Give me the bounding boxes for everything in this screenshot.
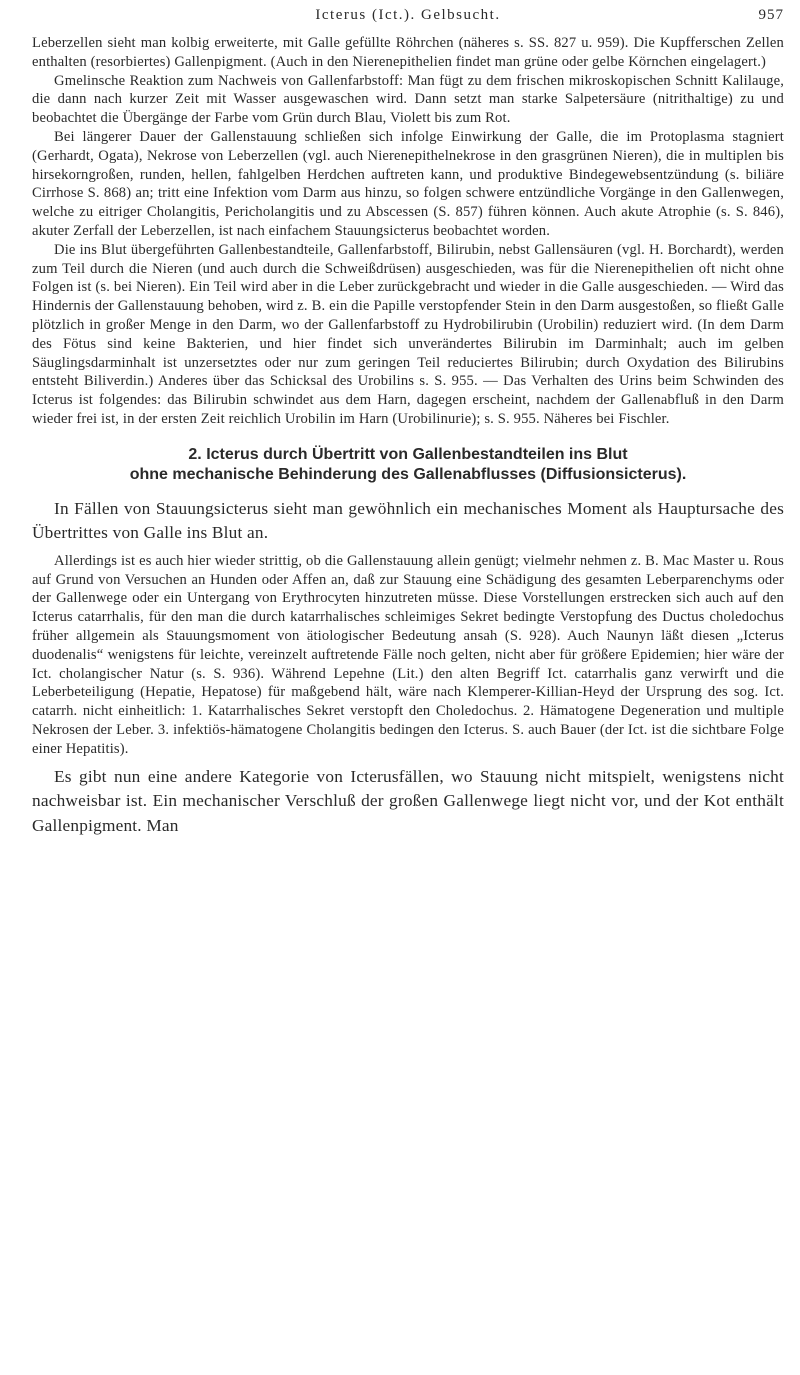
section-heading (32, 445, 784, 485)
closing-block (32, 765, 784, 839)
body-text (32, 34, 784, 838)
paragraph-catarrhal-icterus: Allerdings ist es auch hier wieder strittig, ob die Gallenstauung allein genügt; vielmehr nehmen z. B. Mac Master u. Rous auf Grund von Versuchen an Hunden oder Affen an, daß zur Stauung eine Schädigung des gesamten Leberparenchyms oder der Gallenwege oder ein Untergang von Erythrocyten hinzutreten müsse. Diese Vorstellungen erstrecken sich auch auf den Icterus catarrhalis, für den man die durch katarrhalisches schleimiges Sekret bedingte Verstopfung des Ductus choledochus früher allgemein als Stauungsmoment von ätiologischer Bedeutung ansah (S. 928). Auch Naunyn läßt diesen „Icterus duodenalis“ wenigstens für leichte, vereinzelt auftretende Fälle noch gelten, nicht aber für größere Epidemien; hier wäre der Ict. cholangischer Natur (s. S. 936). Während Lepehne (Lit.) den alten Begriff Ict. catarrhalis ganz verwirft und die Leberbeteiligung (Hepatie, Hepatose) für maßgebend hält, wäre nach Klemperer-Killian-Heyd der Ursprung des sog. Ict. catarrh. nicht einheitlich: 1. Katarrhalisches Sekret verstopft den Choledochus. 2. Hämatogene Degeneration und multiple Nekrosen der Leber. 3. infektiös-hämatogene Cholangitis bedingen den Icterus. S. auch Bauer (der Ict. ist die sichtbare Folge einer Hepatitis). (32, 552, 784, 757)
paragraph-bile-components: Die ins Blut übergeführten Gallenbestandteile, Gallenfarbstoff, Bilirubin, nebst Gallensäuren (vgl. H. Borchardt), werden zum Teil durch die Nieren (und auch durch die Schweißdrüsen) ausgeschieden, was für die Nierenepithelien oft nicht ohne Folgen ist (s. bei Nieren). Ein Teil wird aber in die Leber zurückgebracht und wieder in die Galle ausgeschieden. — Wird das Hindernis der Gallenstauung behoben, wird z. B. ein die Papille verstopfender Stein in den Darm ausgestoßen, so fließt Galle plötzlich in großer Menge in den Darm, wo der Gallenfarbstoff zu Hydrobilirubin (Urobilin) reduziert wird. (In dem Darm des Fötus sind keine Bakterien, und hier findet sich unverändertes Bilirubin im Darminhalt; auch im gelben Säuglingsdarminhalt ist unzersetztes oder nur zum geringen Teil reduciertes Bilirubin; durch Oxydation des Bilirubins entsteht Biliverdin.) Anderes über das Schicksal des Urobilins s. S. 955. — Das Verhalten des Urins beim Schwinden des Icterus ist folgendes: das Bilirubin schwindet aus dem Harn, dagegen erscheint, nachdem der Gallenabfluß in den Darm wieder frei ist, in der ersten Zeit reichlich Urobilin im Harn (Urobilinurie); s. S. 955. Näheres bei Fischler. (32, 241, 784, 427)
running-title: Icterus (Ict.). Gelbsucht. (315, 7, 501, 23)
paragraph-long-stasis: Bei längerer Dauer der Gallenstauung schließen sich infolge Einwirkung der Galle, die im Protoplasma stagniert (Gerhardt, Ogata), Nekrose von Leberzellen (vgl. auch Nierenepithelnekrose in den grasgrünen Nieren), die in multiplen bis hirsekorngroßen, runden, hellen, fahlgelben Herdchen auftreten kann, und produktive Bindegewebsentzündung (s. biliäre Cirrhose S. 868) an; tritt eine Infektion vom Darm aus hinzu, so folgen schwere entzündliche Vorgänge in den Gallenwegen, welche zu eitriger Cholangitis, Pericholangitis und zu Abscessen (S. 857) führen können. Auch akute Atrophie (s. S. 846), akuter Zerfall der Leberzellen, ist nach einfachem Stauungsicterus beobachtet worden. (32, 128, 784, 239)
paragraph-gmelin-reaction: Gmelinsche Reaktion zum Nachweis von Gallenfarbstoff: Man fügt zu dem frischen mikroskopischen Schnitt Kalilauge, die dann nach kurzer Zeit mit Wasser ausgewaschen wird. Dann setzt man starke Salpetersäure (nitrithaltige) zu und beobachtet die Übergänge der Farbe vom Grün durch Blau, Violett bis zum Rot. (32, 72, 784, 127)
closing-paragraph: Es gibt nun eine andere Kategorie von Icterusfällen, wo Stauung nicht mitspielt, wenigstens nicht nachweisbar ist. Ein mechanischer Verschluß der großen Gallenwege liegt nicht vor, und der Kot enthält Gallenpigment. Man (32, 766, 784, 835)
running-head (32, 6, 784, 26)
lead-block (32, 497, 784, 546)
section-heading-line-1: 2. Icterus durch Übertritt von Gallenbestandteilen ins Blut (188, 445, 628, 463)
page-number: 957 (758, 7, 784, 23)
section-heading-line-2: ohne mechanische Behinderung des Gallenabflusses (Diffusionsicterus). (129, 465, 687, 483)
lead-paragraph: In Fällen von Stauungsicterus sieht man gewöhnlich ein mechanisches Moment als Hauptursache des Übertrittes von Galle ins Blut an. (32, 498, 784, 543)
paragraph-gallenrohrchen: Leberzellen sieht man kolbig erweiterte, mit Galle gefüllte Röhrchen (näheres s. SS. 827 u. 959). Die Kupfferschen Zellen enthalten (resorbiertes) Gallenpigment. (Auch in den Nierenepithelien findet man grüne oder gelbe Körnchen eingelagert.) (32, 35, 784, 70)
